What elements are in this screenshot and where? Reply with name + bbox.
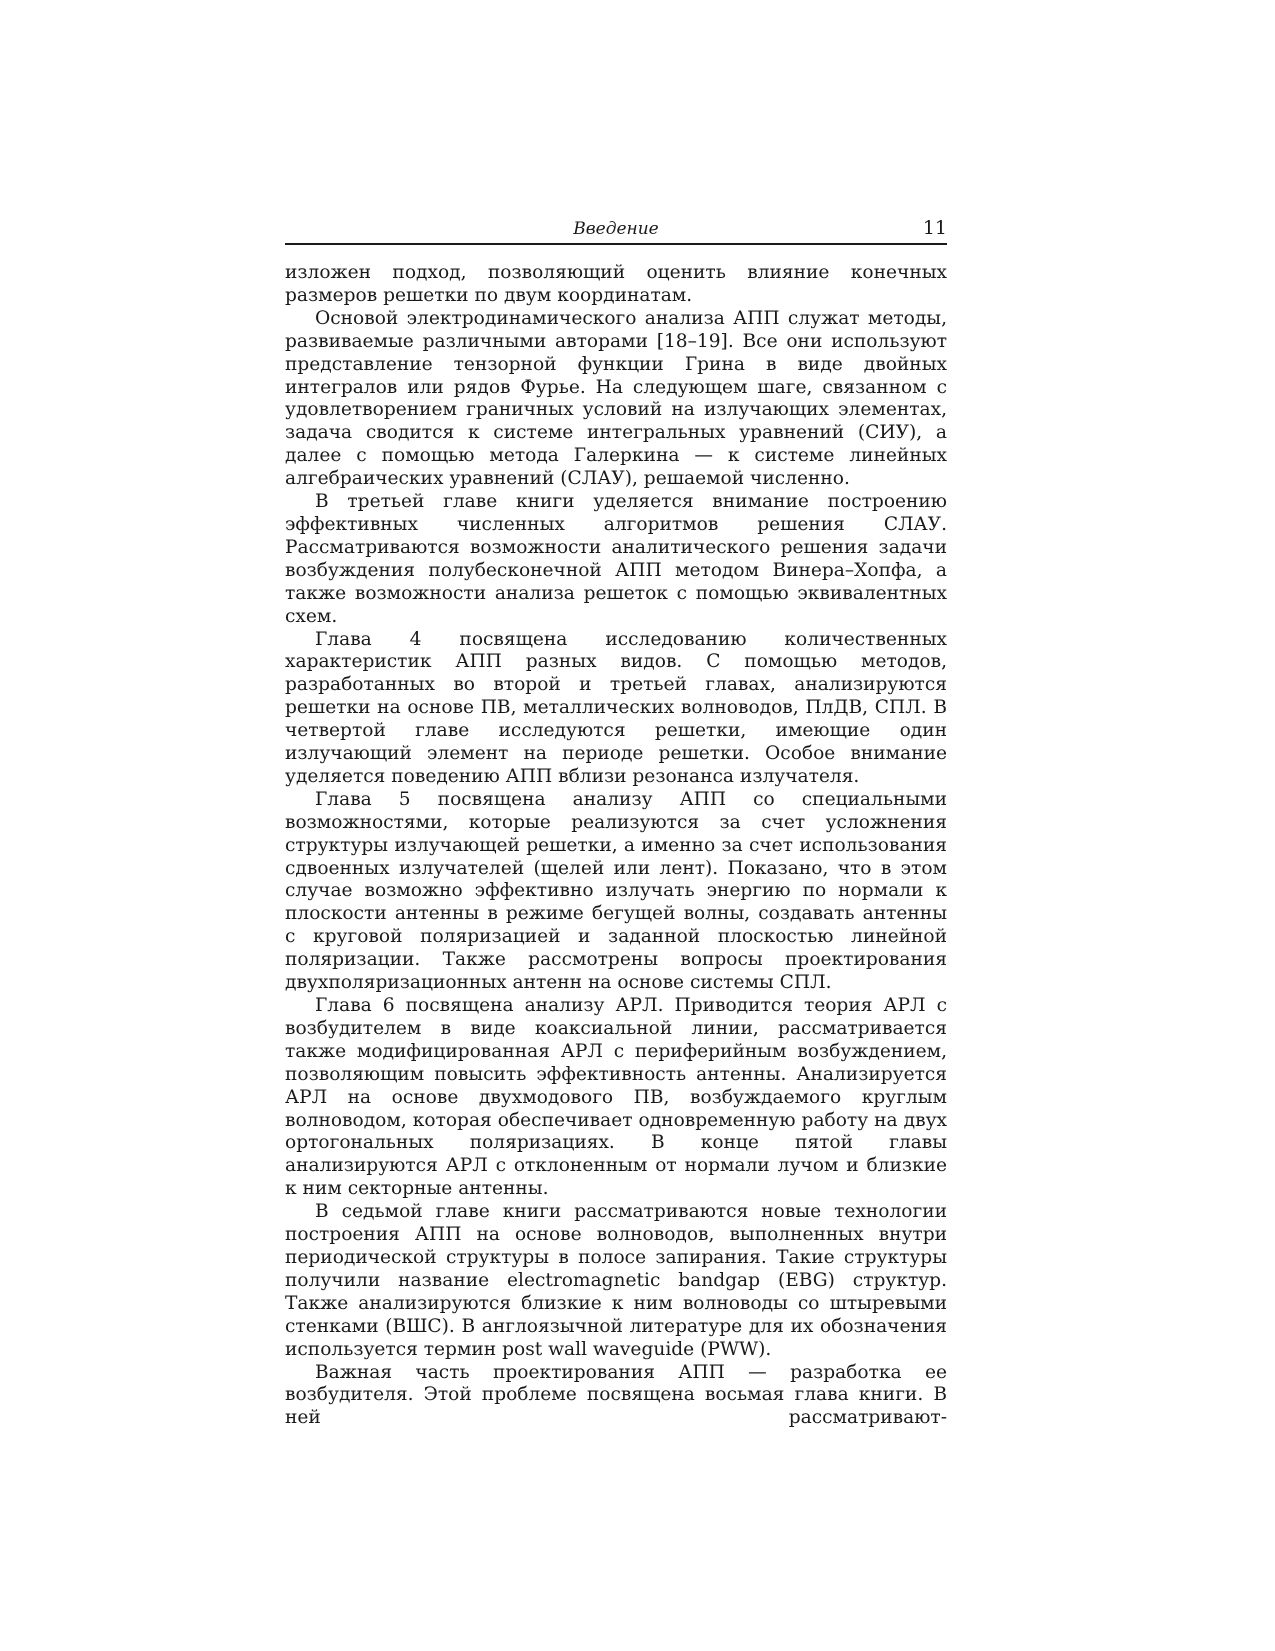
paragraph: Глава 5 посвящена анализу АПП со специальными возможностями, которые реализуются за счет усложнения структуры излучающей решетки, а именно за счет использования сдвоенных излучателей (щелей или лент). Показано, что в этом случае возможно эффективно излучать энергию по нормали к плоскости антенны в режиме бегущей волны, создавать антенны с круговой поляризацией и заданной плоскостью линейной поляризации. Также рассмотрены вопросы проектирования двухполяризационных антенн на основе системы СПЛ. [285,788,947,994]
paragraph: Основой электродинамического анализа АПП служат методы, развиваемые различными авторами [18–19]. Все они используют представление тензорной функции Грина в виде двойных интегралов или рядов Фурье. На следующем шаге, связанном с удовлетворением граничных условий на излучающих элементах, задача сводится к системе интегральных уравнений (СИУ), а далее с помощью метода Галеркина — к системе линейных алгебраических уравнений (СЛАУ), решаемой численно. [285,307,947,490]
chapter-title: Введение [573,219,659,239]
page-number: 11 [922,217,947,239]
book-page [285,213,947,1430]
paragraph: изложен подход, позволяющий оценить влияние конечных размеров решетки по двум координатам. [285,262,947,306]
body-text [285,262,947,1430]
running-header [285,213,947,245]
paragraph: Важная часть проектирования АПП — разработка ее возбудителя. Этой проблеме посвящена восьмая глава книги. В ней рассматривают- [285,1361,947,1429]
paragraph: Глава 4 посвящена исследованию количественных характеристик АПП разных видов. С помощью методов, разработанных во второй и третьей главах, анализируются решетки на основе ПВ, металлических волноводов, ПлДВ, СПЛ. В четвертой главе исследуются решетки, имеющие один излучающий элемент на периоде решетки. Особое внимание уделяется поведению АПП вблизи резонанса излучателя. [285,628,947,787]
paragraph: В третьей главе книги уделяется внимание построению эффективных численных алгоритмов решения СЛАУ. Рассматриваются возможности аналитического решения задачи возбуждения полубесконечной АПП методом Винера–Хопфа, а также возможности анализа решеток с помощью эквивалентных схем. [285,491,947,627]
paragraph: Глава 6 посвящена анализу АРЛ. Приводится теория АРЛ с возбудителем в виде коаксиальной линии, рассматривается также модифицированная АРЛ с периферийным возбуждением, позволяющим повысить эффективность антенны. Анализируется АРЛ на основе двухмодового ПВ, возбуждаемого круглым волноводом, которая обеспечивает одновременную работу на двух ортогональных поляризациях. В конце пятой главы анализируются АРЛ с отклоненным от нормали лучом и близкие к ним секторные антенны. [285,995,947,1200]
paragraph: В седьмой главе книги рассматриваются новые технологии построения АПП на основе волноводов, выполненных внутри периодической структуры в полосе запирания. Такие структуры получили название electromagnetic bandgap (EBG) структур. Также анализируются близкие к ним волноводы со штыревыми стенками (ВШС). В англоязычной литературе для их обозначения используется термин post wall waveguide (PWW). [285,1201,947,1360]
